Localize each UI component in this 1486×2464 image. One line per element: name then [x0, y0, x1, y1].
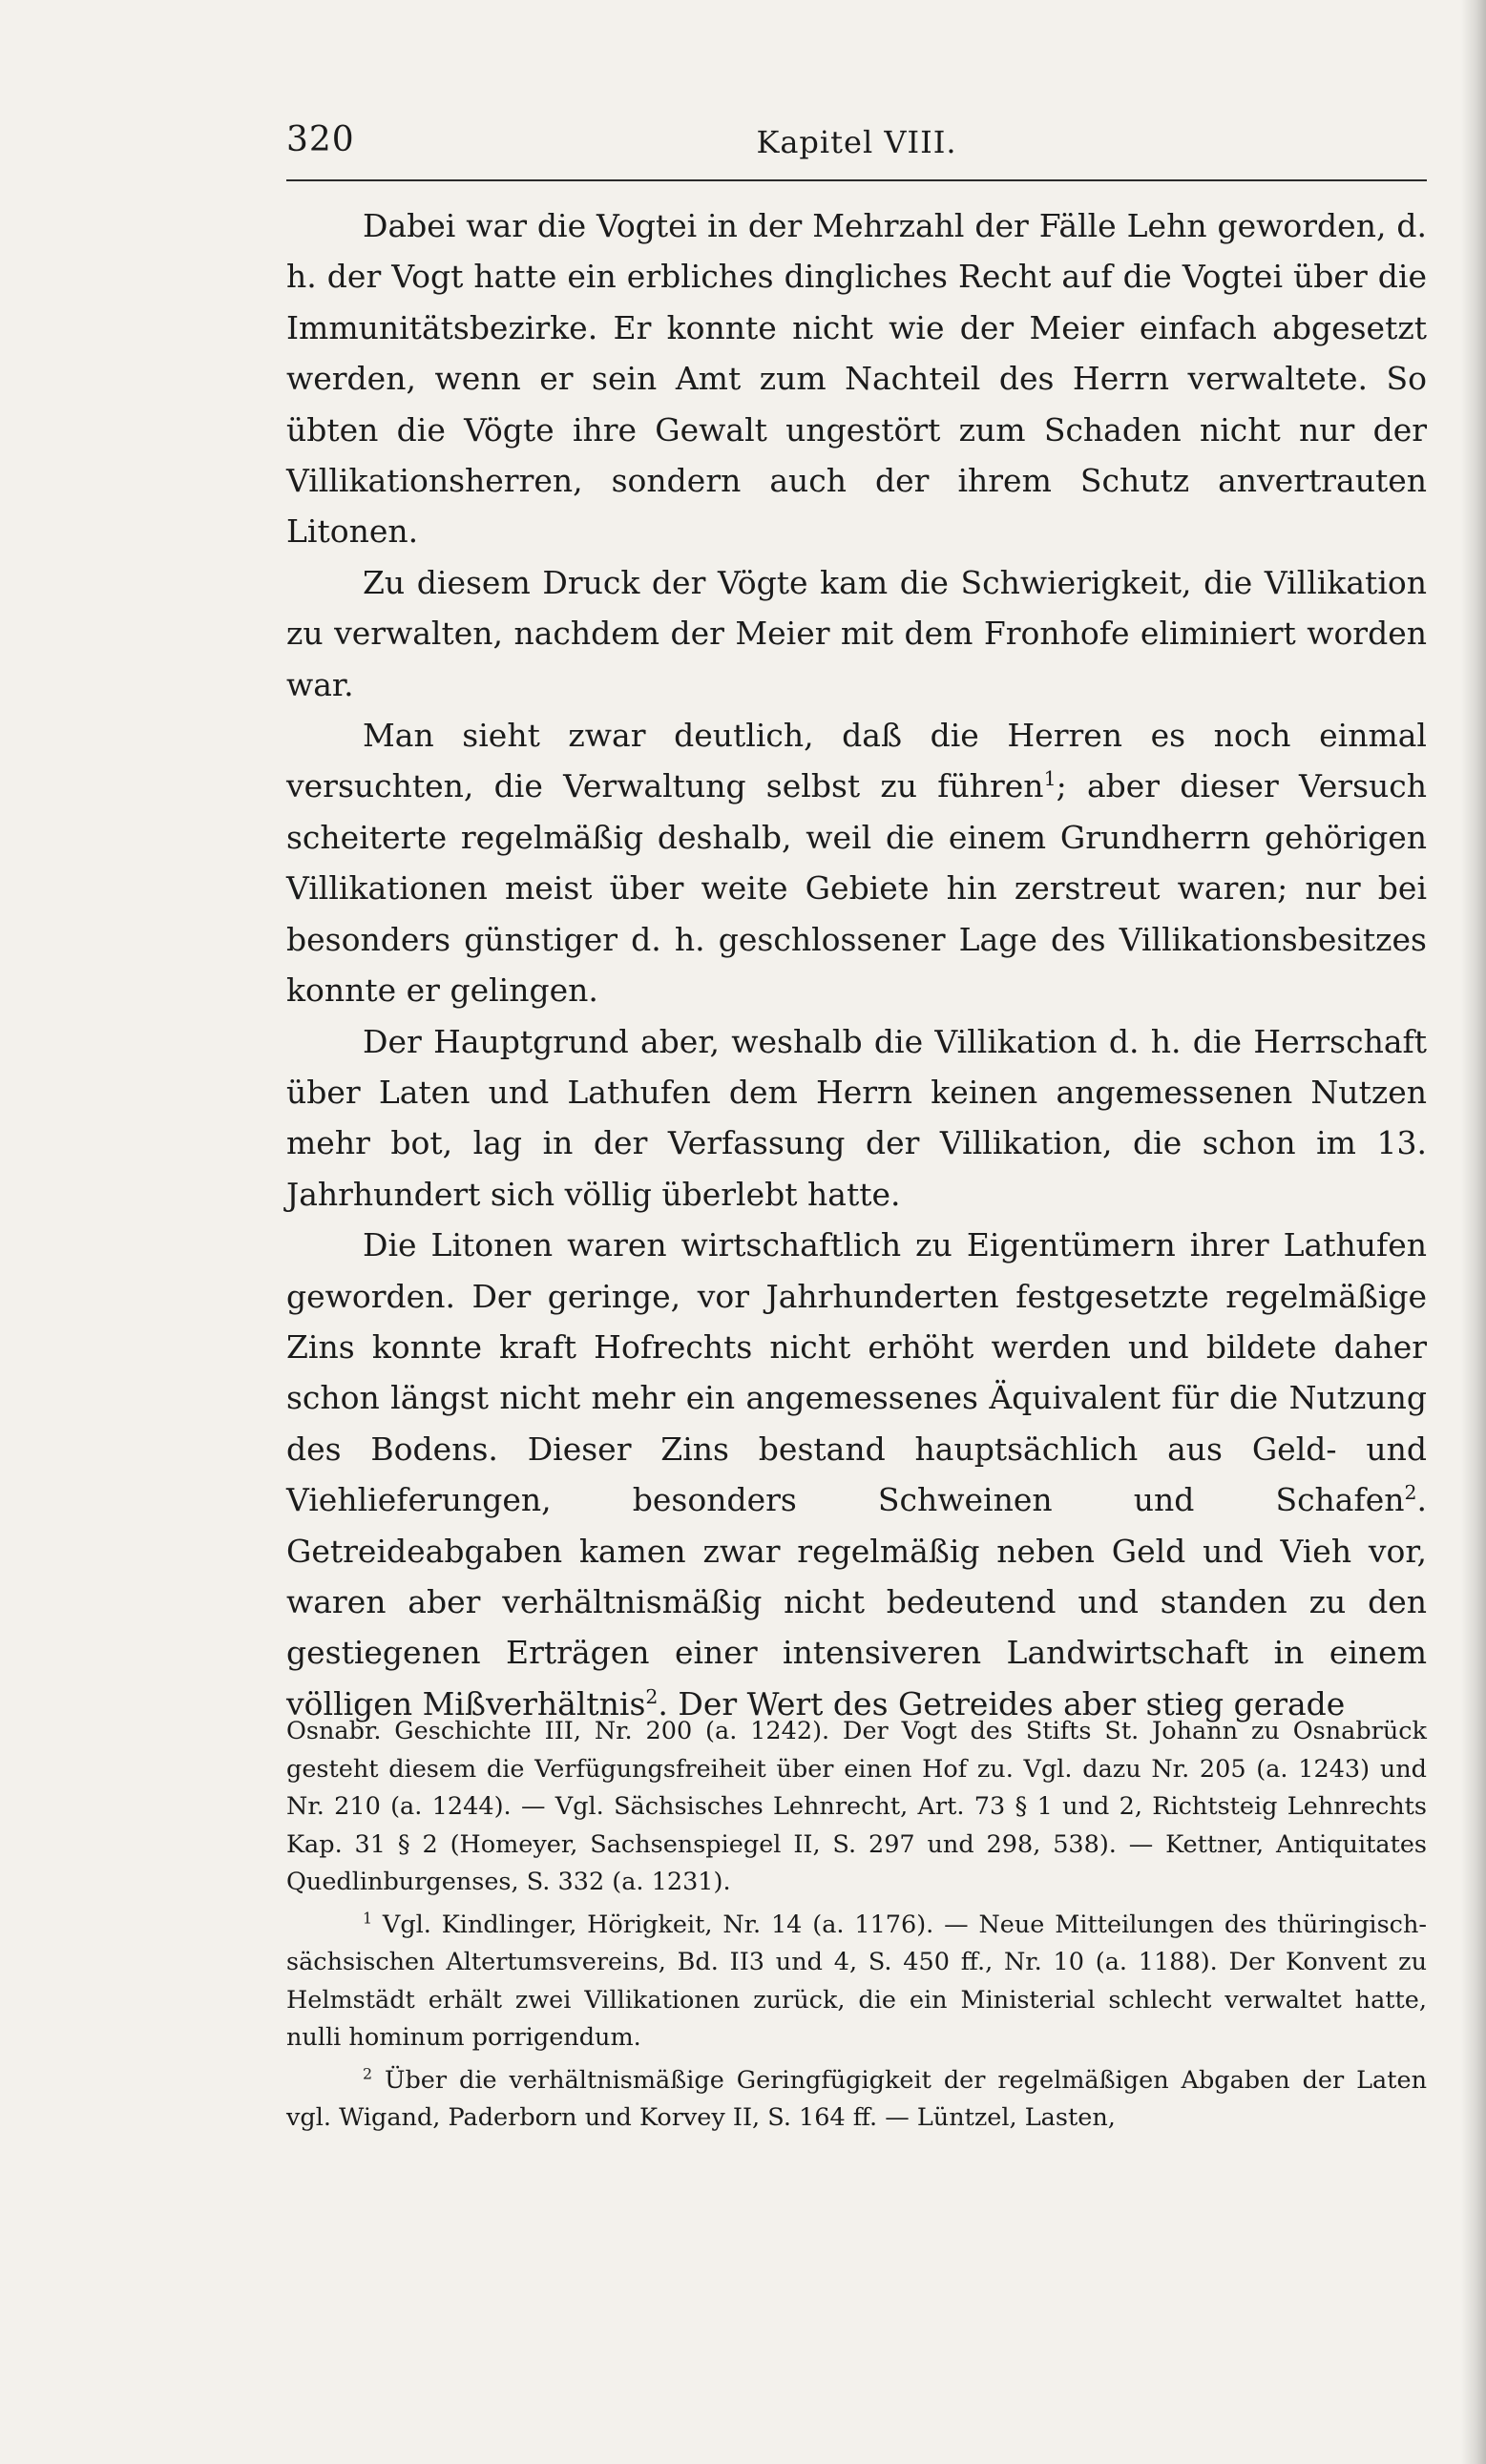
- footnote-2-mark: 2: [363, 2064, 373, 2082]
- paragraph-4: Der Hauptgrund aber, weshalb die Villikation d. h. die Herrschaft über Laten und Lathufen dem Herrn keinen angemessenen Nutzen mehr bot, lag in der Verfassung der Villikation, die schon im 13. Jahrhundert sich völlig überlebt hatte.: [286, 1022, 1427, 1213]
- footnote-1-mark: 1: [363, 1909, 373, 1927]
- footnote-1: [286, 1907, 1427, 2057]
- running-title: Kapitel VIII.: [756, 124, 957, 160]
- main-text: [286, 200, 1427, 1729]
- footnotes: [286, 1713, 1427, 2142]
- paragraph-3-text-a: Man sieht zwar deutlich, daß die Herren es noch einmal versuchten, die Verwaltung selbst zu führen: [286, 717, 1427, 805]
- footnote-ref-1: 1: [1043, 767, 1057, 791]
- footnote-1-text: Vgl. Kindlinger, Hörigkeit, Nr. 14 (a. 1176). — Neue Mitteilungen des thüringisch-sächsischen Altertumsvereins, Bd. II3 und 4, S. 450 ff., Nr. 10 (a. 1188). Der Konvent zu Helmstädt erhält zwei Villikationen zurück, die ein Ministerial schlecht verwaltet hatte, nulli hominum porrigendum.: [286, 1910, 1427, 2052]
- footnote-ref-2b: 2: [645, 1684, 659, 1708]
- paragraph-5-text-c: . Der Wert des Getreides aber stieg gerade: [658, 1684, 1346, 1723]
- footnote-2-text: Über die verhältnismäßige Geringfügigkeit der regelmäßigen Abgaben der Laten vgl. Wigand, Paderborn und Korvey II, S. 164 ff. — Lüntzel, Lasten,: [286, 2065, 1427, 2132]
- paragraph-5: [286, 1220, 1427, 1729]
- footnote-ref-2a: 2: [1404, 1481, 1417, 1505]
- page-number: 320: [286, 120, 355, 159]
- paragraph-5-text-a: Die Litonen waren wirtschaftlich zu Eigentümern ihrer Lathufen geworden. Der geringe, vor Jahrhunderten festgesetzte regelmäßige Zins konnte kraft Hofrechts nicht erhöht werden und bildete daher schon längst nicht mehr ein angemessenes Äquivalent für die Nutzung des Bodens. Dieser Zins bestand hauptsächlich aus Geld- und Viehlieferungen, besonders Schweinen und Schafen: [286, 1226, 1427, 1519]
- paragraph-2: Zu diesem Druck der Vögte kam die Schwierigkeit, die Villikation zu verwalten, nachdem der Meier mit dem Fronhofe eliminiert worden war.: [286, 563, 1427, 703]
- paragraph-3-text-b: ; aber dieser Versuch scheiterte regelmäßig deshalb, weil die einem Grundherrn gehörigen Villikationen meist über weite Gebiete hin zerstreut waren; nur bei besonders günstiger d. h. geschlossener Lage des Villikationsbesitzes konnte er gelingen.: [286, 767, 1428, 1010]
- paragraph-5-text-b: . Getreideabgaben kamen zwar regelmäßig neben Geld und Vieh vor, waren aber verhältnismäßig nicht bedeutend und standen zu den gestiegenen Erträgen einer intensiveren Landwirtschaft in einem völligen Mißverhältnis: [286, 1481, 1427, 1723]
- footnote-2: [286, 2062, 1427, 2138]
- paragraph-3: [286, 710, 1427, 1015]
- footnote-continued: Osnabr. Geschichte III, Nr. 200 (a. 1242). Der Vogt des Stifts St. Johann zu Osnabrück gesteht diesem die Verfügungsfreiheit über einen Hof zu. Vgl. dazu Nr. 205 (a. 1243) und Nr. 210 (a. 1244). — Vgl. Sächsisches Lehnrecht, Art. 73 § 1 und 2, Richtsteig Lehnrechts Kap. 31 § 2 (Homeyer, Sachsenspiegel II, S. 297 und 298, 538). — Kettner, Antiquitates Quedlinburgenses, S. 332 (a. 1231).: [286, 1717, 1427, 1896]
- page-header: [286, 113, 1427, 181]
- paragraph-1: Dabei war die Vogtei in der Mehrzahl der Fälle Lehn geworden, d. h. der Vogt hatte ein erbliches dingliches Recht auf die Vogtei über die Immunitätsbezirke. Er konnte nicht wie der Meier einfach abgesetzt werden, wenn er sein Amt zum Nachteil des Herrn verwaltete. So übten die Vögte ihre Gewalt ungestört zum Schaden nicht nur der Villikationsherren, sondern auch der ihrem Schutz anvertrauten Litonen.: [286, 207, 1427, 551]
- page-edge-shadow: [1461, 0, 1486, 2464]
